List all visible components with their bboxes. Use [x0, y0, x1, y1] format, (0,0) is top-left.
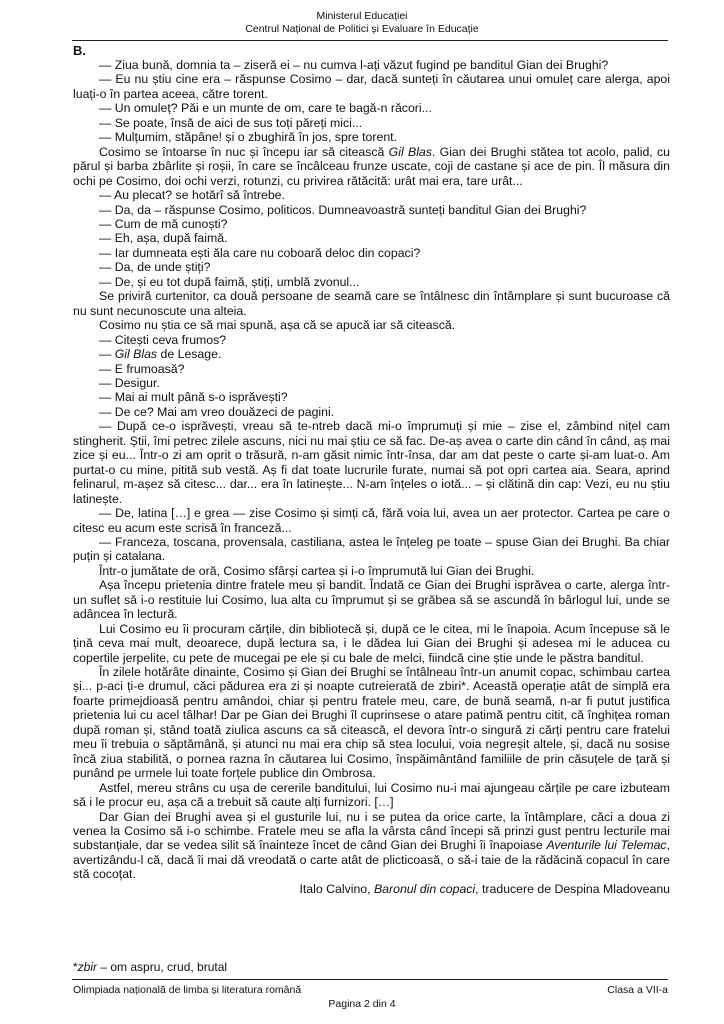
paragraph-text: —: [99, 347, 115, 362]
paragraph: — Se poate, însă de aici de sus toți păreți mici...: [99, 115, 363, 130]
paragraph-text: Dar Gian dei Brughi avea și el gusturile lui, nu i se putea da orice carte, la întâmplare, căci a doua zi venea la Cosimo să i-o schimbe. Fratele meu se afla la vârsta când începi să prinzi gust pentru lecturile mai substanțiale, dar se vedea silit să înainteze încet de când Gian dei Brughi îi înapoiase: [73, 809, 670, 853]
paragraph: — De ce? Mai am vreo douăzeci de pagini.: [99, 404, 335, 419]
header-center: Centrul Național de Politici și Evaluare în Educație: [245, 23, 479, 35]
paragraph: — Eu nu știu cine era – răspunse Cosimo – dar, dacă sunteți în căutarea unui omuleț care alerga, apoi luați-o în partea aceea, către torent.: [73, 72, 670, 101]
paragraph: — Ziua bună, domnia ta – ziseră ei – nu cumva l-ați văzut fugind pe banditul Gian dei Brughi?: [99, 58, 609, 72]
attribution: [73, 882, 670, 896]
paragraph: — De, și eu tot după faimă, știți, umblă zvonul...: [99, 274, 360, 289]
attribution-translator: , traducere de Despina Mladoveanu: [475, 881, 670, 896]
attribution-author: Italo Calvino,: [299, 881, 374, 896]
paragraph: Lui Cosimo eu îi procuram cărțile, din bibliotecă și, după ce le citea, mi le înapoia. Acum începuse să le țină ceva mai mult, deoarece, după lectura sa, i le dădea lui Gian dei Brughi și adesea mi le aducea cu copertile jerpelite, cu pete de mucegai pe ele și cu bale de melci, fiindcă cine știe unde le păstra banditul.: [73, 621, 670, 665]
book-title: Aventurile lui Telemac: [546, 838, 667, 853]
paragraph: [73, 347, 670, 361]
paragraph: Așa începu prietenia dintre fratele meu și bandit. Îndată ce Gian dei Brughi isprăvea o carte, alerga într-un suflet să i-o restituie lui Cosimo, lua alta cu împrumut și se grăbea să se ascundă în bârlogul lui, unde se adâncea în lectură.: [73, 578, 670, 622]
section-label: B.: [73, 43, 86, 58]
footer-olympiad: Olimpiada națională de limba și literatura română: [73, 984, 302, 996]
paragraph: — De, latina […] e grea — zise Cosimo și simți că, fără voia lui, avea un aer protector. Cartea pe care o citesc eu acum este scrisă în franceză...: [73, 506, 670, 535]
paragraph: — Un omuleț? Păi e un munte de om, care te bagă-n răcori...: [99, 101, 432, 116]
attribution-title: Baronul din copaci: [373, 881, 476, 896]
paragraph: — Franceza, toscana, provensala, castiliana, astea le înțeleg pe toate – spuse Gian dei Brughi. Ba chiar puțin și catalana.: [73, 534, 670, 564]
paragraph: [73, 810, 670, 882]
paragraph-text: Cosimo se întoarse în nuc și începu iar să citească: [99, 144, 389, 159]
paragraph-text: , avertizându-l că, dacă îi mai dă vreodată o carte atât de plicticoasă, o să-i taie de la rădăcină copacul în care stă cocoțat.: [73, 838, 671, 882]
book-title: Gil Blas: [114, 347, 158, 362]
paragraph: Cosimo nu știa ce să mai spună, așa că se apucă iar să citească.: [99, 318, 456, 333]
paragraph: — Mulțumim, stăpâne! și o zbughiră în jos, spre torent.: [99, 130, 397, 145]
paragraph: — Mai ai mult până s-o isprăvești?: [99, 390, 288, 405]
paragraph: — Cum de mă cunoști?: [99, 216, 228, 231]
page-number: Pagina 2 din 4: [328, 998, 396, 1010]
paragraph: — Da, da – răspunse Cosimo, politicos. Dumneavoastră sunteți banditul Gian dei Brughi?: [99, 202, 587, 217]
paragraph: Astfel, mereu strâns cu ușa de cererile banditului, lui Cosimo nu-i mai ajungeau cărțile pe care izbuteam să i le procur eu, așa că a trebuit să caute alți furnizori. […]: [73, 780, 670, 810]
header-divider: [72, 40, 668, 41]
paragraph: Într-o jumătate de oră, Cosimo sfârși cartea și i-o împrumută lui Gian dei Brughi.: [99, 563, 535, 578]
header-ministry: Ministerul Educației: [316, 10, 408, 22]
paragraph: Se priviră curtenitor, ca două persoane de seamă care se întâlnesc din întâmplare și sunt bucuroase că nu sunt necunoscute una alteia.: [73, 289, 670, 318]
footnote-term: zbir: [77, 960, 98, 974]
paragraph: În zilele hotărâte dinainte, Cosimo și Gian dei Brughi se întâlneau într-un anumit copac, schimbau cartea și... p-aci ți-e drumul, căci pădurea era zi și noapte cutreierată de zbiri*. Această operație atât de simplă era foarte primejdioasă pentru amândoi, chiar și pentru fratele meu, care, de bună seamă, n-ar fi putut justifica prietenia lui cu acel tâlhar! Dar pe Gian dei Brughi îl cuprinsese o atare patimă pentru citit, că înghițea roman după roman și, stând toată ziulica ascuns ca să citească, el devora într-o singură zi cărți pentru care fratelui meu îi trebuia o săptămână, și atunci nu mai era chip să stea locului, voia negreșit altele, și, dacă nu sosise încă ziua stabilită, o pornea razna în căutarea lui Cosimo, înspăimântând familiile de prin căsuțele de țară și punând pe urmele lui toate forțele publice din Ombrosa.: [73, 665, 670, 781]
footer-grade: Clasa a VII-a: [607, 984, 668, 996]
paragraph: [73, 145, 670, 188]
paragraph: — Iar dumneata ești ăla care nu coboară deloc din copaci?: [99, 245, 421, 260]
paragraph: — Au plecat? se hotărî să întrebe.: [99, 188, 285, 203]
paragraph: — Eh, așa, după faimă.: [99, 231, 228, 246]
footnote: *zbir – om aspru, crud, brutal: [73, 960, 228, 974]
text-body: [73, 58, 670, 896]
book-title: Gil Blas: [388, 144, 432, 159]
paragraph: — Da, de unde știți?: [99, 260, 211, 275]
footer-divider: [72, 979, 668, 980]
paragraph: — Citești ceva frumos?: [99, 332, 227, 347]
footnote-definition: – om aspru, crud, brutal: [97, 960, 228, 974]
paragraph-text: . Gian dei Brughi stătea tot acolo, palid, cu părul și barba zbârlite și roșii, în care se încâlceau frunze uscate, coji de castane și ace de pin. Îl măsura din ochi pe Cosimo, doi ochi verzi, rotunzi, cu privirea rătăcită: urât mai era, tare urât...: [73, 144, 670, 188]
page-header: [0, 10, 724, 36]
paragraph-text: de Lesage.: [157, 347, 222, 362]
paragraph: — După ce-o isprăvești, vreau să te-ntreb dacă mi-o împrumuți și mie – zise el, zâmbind nițel cam stingherit. Știi, îmi petrec zilele ascuns, nici nu mai știu ce să fac. De-aș avea o carte din când în când, aș mai zice și eu... Într-o zi am oprit o trăsură, n-am găsit nimic într-însa, dar am dat peste o carte și-am luat-o. Am purtat-o cu mine, pitită sub vestă. Aș fi dat toate lucrurile furate, numai să pot opri cartea aia. Seara, aprind felinarul, m-așez să citesc... dar... era în latinește... N-am înțeles o iotă... – și clătină din cap: Vezi, eu nu știu latinește.: [73, 419, 670, 506]
paragraph: — Desigur.: [99, 375, 160, 390]
paragraph: — E frumoasă?: [99, 361, 185, 376]
